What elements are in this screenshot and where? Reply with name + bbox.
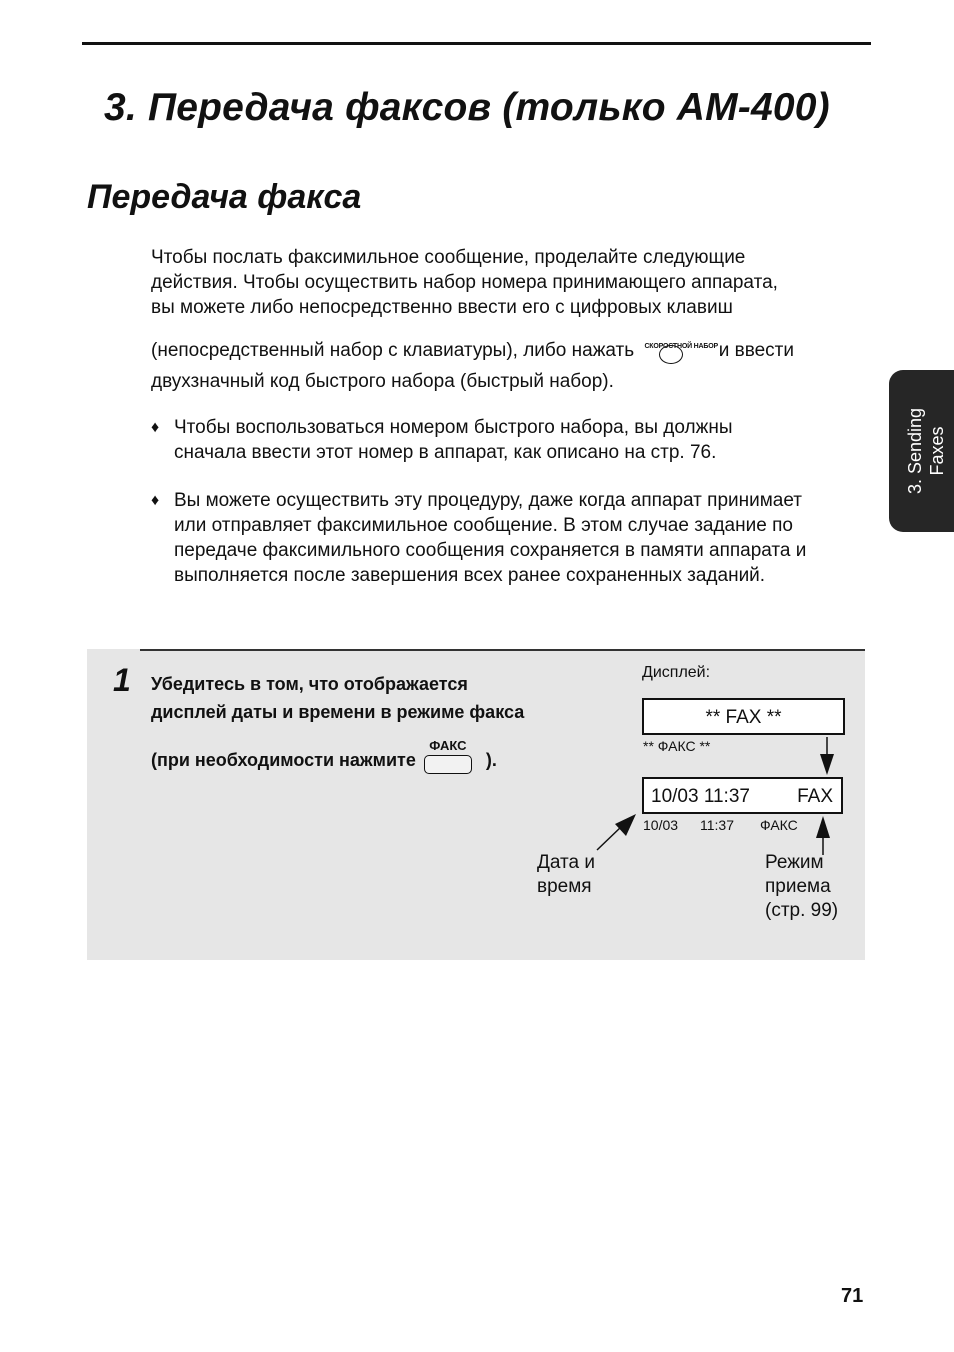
callout-receive-mode <box>765 851 838 923</box>
callout-line: время <box>537 876 592 897</box>
bullet-line: Чтобы воспользоваться номером быстрого набора, вы должны <box>174 417 733 438</box>
lcd-screen-fax <box>642 698 845 735</box>
step-instruction-line: (при необходимости нажмите <box>151 749 416 770</box>
callout-line: Режим <box>765 852 824 873</box>
lcd-screen-date-time <box>642 777 843 814</box>
lcd-caption-time: 11:37 <box>700 817 734 833</box>
top-rule <box>82 42 871 45</box>
step-number: 1 <box>113 662 131 698</box>
step-rule <box>140 649 865 651</box>
lcd-caption-date: 10/03 <box>643 817 679 833</box>
step-instruction-line: ). <box>485 749 497 770</box>
bullet-line: передаче факсимильного сообщения сохраняется в памяти аппарата и <box>174 540 807 561</box>
diamond-bullet-icon: ♦ <box>151 419 160 436</box>
intro-line: (непосредственный набор с клавиатуры), либо нажать <box>151 340 635 362</box>
lcd-text: ** FAX ** <box>705 707 782 728</box>
bullet-line: Вы можете осуществить эту процедуру, даже когда аппарат принимает <box>174 490 803 511</box>
intro-paragraph <box>151 245 778 320</box>
intro-line: Чтобы послать факсимильное сообщение, проделайте следующие <box>151 247 746 268</box>
side-tab-line: Faxes <box>927 426 947 476</box>
bullet-line: сначала ввести этот номер в аппарат, как описано на стр. 76. <box>174 442 717 463</box>
bullet-line: выполняется после завершения всех ранее сохраненных заданий. <box>174 565 766 586</box>
chapter-title: 3. Передача факсов (только АМ-400) <box>104 86 830 129</box>
oval-key-icon <box>659 345 683 364</box>
chapter-side-tab <box>889 370 954 532</box>
intro-line: действия. Чтобы осуществить набор номера принимающего аппарата, <box>151 272 778 293</box>
callout-line: приема <box>765 876 831 897</box>
bullet-line: или отправляет факсимильное сообщение. В этом случае задание по <box>174 515 793 536</box>
speed-dial-key <box>641 336 718 366</box>
side-tab-line: 3. Sending <box>905 407 925 495</box>
intro-line: и ввести <box>718 340 794 362</box>
lcd-mode-text: FAX <box>797 786 833 807</box>
page-number: 71 <box>841 1285 864 1307</box>
fax-key-label: ФАКС <box>429 738 467 753</box>
intro-line: вы можете либо непосредственно ввести его с цифровых клавиш <box>151 297 733 318</box>
fax-key <box>423 738 479 778</box>
callout-date-time <box>537 851 595 899</box>
callout-line: Дата и <box>537 852 595 873</box>
lcd-caption: ** ФАКС ** <box>643 738 711 754</box>
intro-line: двухзначный код быстрого набора (быстрый набор). <box>151 371 614 392</box>
fax-key-button-icon <box>424 755 472 774</box>
step-instruction-line: Убедитесь в том, что отображается <box>151 674 468 694</box>
lcd-date-time-text: 10/03 11:37 <box>651 786 750 807</box>
step-instruction-line-with-key <box>151 738 497 778</box>
callout-line: (стр. 99) <box>765 900 839 921</box>
display-label: Дисплей: <box>642 664 711 681</box>
speed-dial-key-label: СКОРОСТНОЙ НАБОР <box>644 343 718 350</box>
lcd-caption-mode: ФАКС <box>760 817 798 833</box>
diamond-bullet-icon: ♦ <box>151 492 160 509</box>
intro-line-with-key <box>151 336 794 366</box>
section-title: Передача факса <box>87 178 362 216</box>
step-instruction-line: дисплей даты и времени в режиме факса <box>151 702 525 722</box>
